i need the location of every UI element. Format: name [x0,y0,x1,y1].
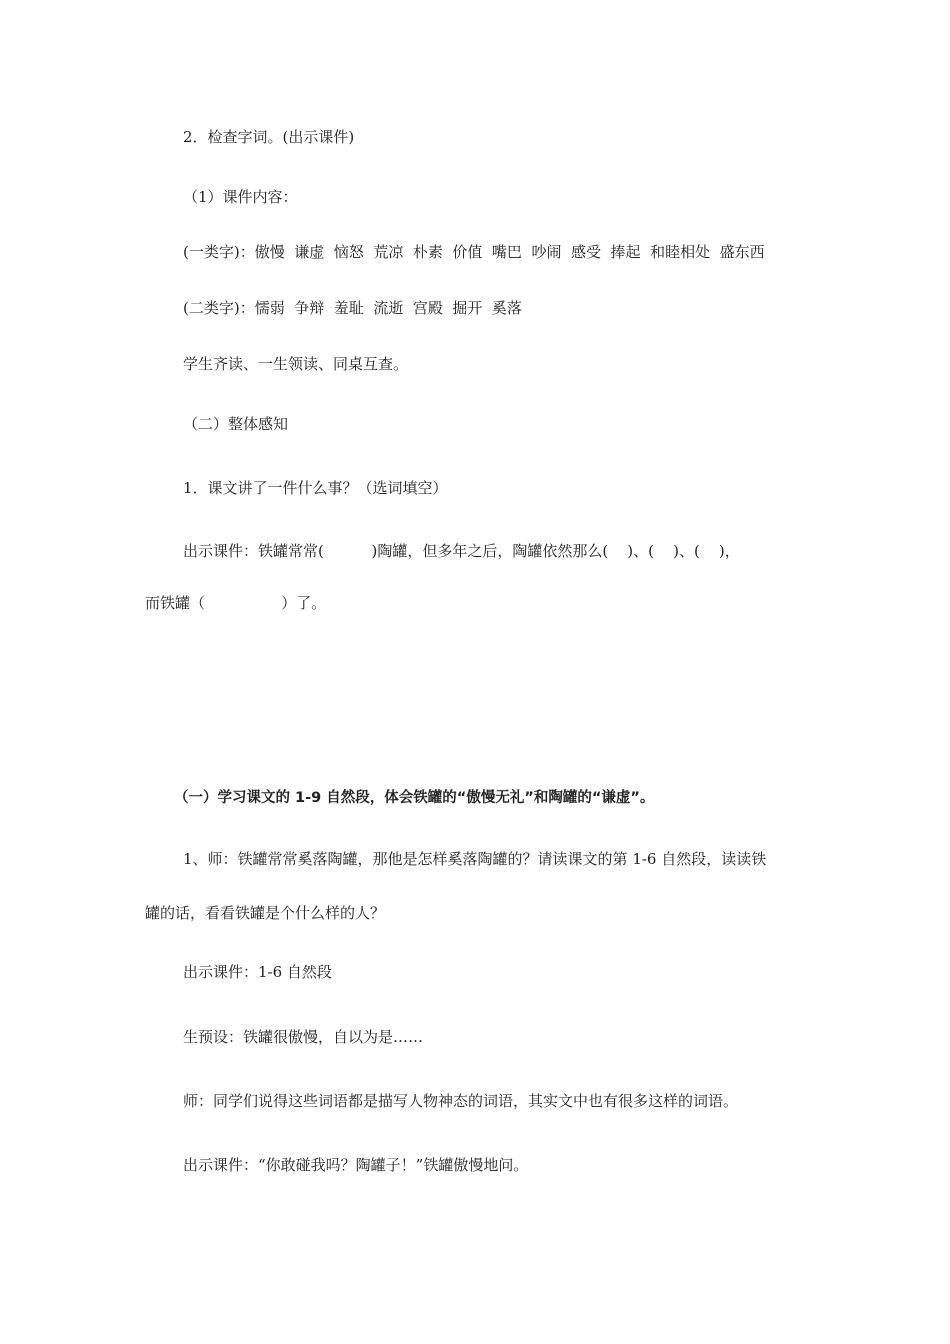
sub1-label: （1）课件内容： [183,188,298,206]
type1-words: (一类字)：傲慢 谦虚 恼怒 荒凉 朴素 价值 嘴巴 吵闹 感受 捧起 和睦相处 盛东西 [183,243,765,261]
reading-methods: 学生齐读、一生领读、同桌互查。 [183,355,409,373]
show-slide: 出示课件：1-6 自然段 [183,963,332,981]
section3-title: （一）学习课文的 1-9 自然段，体会铁罐的“傲慢无礼”和陶罐的“谦虚”。 [174,790,655,806]
teacher-question-line1: 1、师：铁罐常常奚落陶罐，那他是怎样奚落陶罐的？请读课文的第 1-6 自然段，读读铁 [183,850,767,868]
show-quote: 出示课件：“你敢碰我吗？陶罐子！”铁罐傲慢地问。 [183,1156,529,1174]
type2-words: (二类字)：懦弱 争辩 羞耻 流逝 宫殿 掘开 奚落 [183,299,522,317]
section2-title: （二）整体感知 [183,415,289,433]
question1: 1．课文讲了一件什么事？（选词填空） [183,479,448,497]
fill-blank-line2: 而铁罐（ ）了。 [145,594,327,612]
student-preset: 生预设：铁罐很傲慢，自以为是…… [183,1028,424,1046]
teacher-question-line2: 罐的话，看看铁罐是个什么样的人？ [145,904,386,922]
fill-blank-line1: 出示课件：铁罐常常( )陶罐，但多年之后，陶罐依然那么( )、( )、( )， [183,542,740,560]
step2-title: 2．检查字词。(出示课件) [183,128,355,146]
teacher-comment: 师：同学们说得这些词语都是描写人物神态的词语，其实文中也有很多这样的词语。 [183,1092,739,1110]
